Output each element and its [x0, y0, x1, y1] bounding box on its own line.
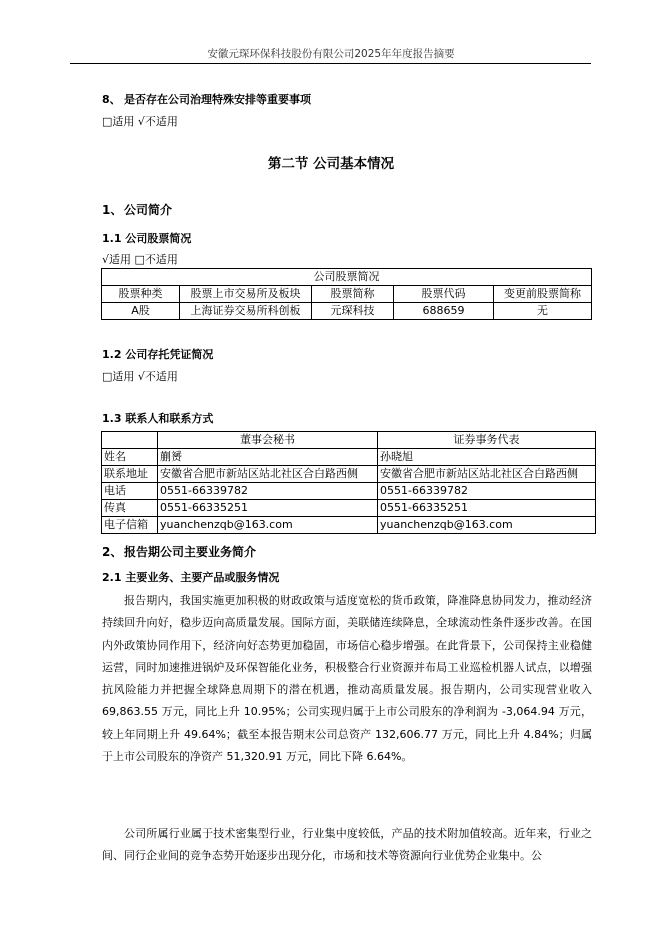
item-8-title: 是否存在公司治理特殊安排等重要事项	[124, 93, 311, 106]
heading-1-1: 1.1 公司股票简况	[102, 232, 192, 245]
row-label: 传真	[102, 500, 158, 517]
heading-1	[102, 201, 172, 218]
table-row	[102, 500, 596, 517]
secretary-value: 蒯赟	[158, 449, 378, 466]
stock-name-cell: 元琛科技	[312, 303, 394, 320]
heading-1-2-options: □适用 √不适用	[102, 370, 178, 383]
heading-2	[102, 543, 256, 560]
table-row	[102, 517, 596, 534]
stock-type-cell: A股	[102, 303, 180, 320]
item-8-number: 8、	[102, 93, 121, 106]
stock-table-header: 股票代码	[394, 286, 494, 303]
section-title: 第二节 公司基本情况	[267, 156, 395, 172]
secretary-value: 0551-66339782	[158, 483, 378, 500]
paragraph: 公司所属行业属于技术密集型行业，行业集中度较低，产品的技术附加值较高。近年来，行业之间、同行企业间的竞争态势开始逐步出现分化，市场和技术等资源向行业优势企业集中。公	[102, 827, 592, 863]
rep-value: 安徽省合肥市新站区站北社区合白路西侧	[378, 466, 596, 483]
former-name-cell: 无	[494, 303, 592, 320]
contact-table-header: 董事会秘书	[158, 432, 378, 449]
row-label: 姓名	[102, 449, 158, 466]
contact-table	[101, 431, 596, 534]
header-divider	[70, 63, 591, 64]
secretary-value: 0551-66335251	[158, 500, 378, 517]
page-header-title: 安徽元琛环保科技股份有限公司2025年年度报告摘要	[207, 48, 455, 60]
stock-table-header: 股票简称	[312, 286, 394, 303]
row-label: 联系地址	[102, 466, 158, 483]
heading-1-number: 1、	[102, 203, 123, 217]
rep-value: 0551-66339782	[378, 483, 596, 500]
secretary-value: 安徽省合肥市新站区站北社区合白路西侧	[158, 466, 378, 483]
table-row	[102, 483, 596, 500]
heading-1-3: 1.3 联系人和联系方式	[102, 412, 214, 425]
heading-1-1-options: √适用 □不适用	[102, 253, 178, 266]
stock-table-header: 股票种类	[102, 286, 180, 303]
stock-table-header: 股票上市交易所及板块	[180, 286, 312, 303]
row-label: 电子信箱	[102, 517, 158, 534]
item-8-options: □适用 √不适用	[102, 115, 178, 128]
contact-table-corner	[102, 432, 158, 449]
rep-value: 0551-66335251	[378, 500, 596, 517]
stock-code-cell: 688659	[394, 303, 494, 320]
table-row	[102, 303, 592, 320]
row-label: 电话	[102, 483, 158, 500]
table-row	[102, 466, 596, 483]
secretary-email[interactable]: yuanchenzqb@163.com	[158, 517, 378, 534]
stock-info-table	[101, 268, 592, 320]
rep-email[interactable]: yuanchenzqb@163.com	[378, 517, 596, 534]
heading-2-1: 2.1 主要业务、主要产品或服务情况	[102, 571, 280, 584]
contact-table-header: 证券事务代表	[378, 432, 596, 449]
stock-table-caption: 公司股票简况	[102, 269, 592, 286]
heading-2-number: 2、	[102, 545, 123, 559]
stock-table-header: 变更前股票简称	[494, 286, 592, 303]
rep-value: 孙晓旭	[378, 449, 596, 466]
heading-2-title: 报告期公司主要业务简介	[124, 545, 257, 559]
heading-1-2: 1.2 公司存托凭证简况	[102, 348, 214, 361]
table-row	[102, 449, 596, 466]
exchange-cell: 上海证券交易所科创板	[180, 303, 312, 320]
item-8-heading	[102, 91, 311, 107]
heading-1-title: 公司简介	[124, 203, 173, 217]
paragraph: 报告期内，我国实施更加积极的财政政策与适度宽松的货币政策，降准降息协同发力，推动经济持续回升向好，稳步迈向高质量发展。国际方面，美联储连续降息，全球流动性条件逐步改善。在国内外政策协同作用下，经济向好态势更加稳固，市场信心稳步增强。在此背景下，公司保持主业稳健运营，同时加速推进锅炉及环保智能化业务，积极整合行业资源并布局工业巡检机器人试点，以增强抗风险能力并把握全球降息周期下的潜在机遇，推动高质量发展。报告期内，公司实现营业收入 69,863.55 万元，同比上升 10.95%；公司实现归属于上市公司股东的净利润为 -3,064.94 万元，较上年同期上升 49.64%；截至本报告期末公司总资产 132,606.77 万元，同比上升 4.84%；归属于上市公司股东的净资产 51,320.91 万元，同比下降 6.64%。	[102, 594, 592, 764]
